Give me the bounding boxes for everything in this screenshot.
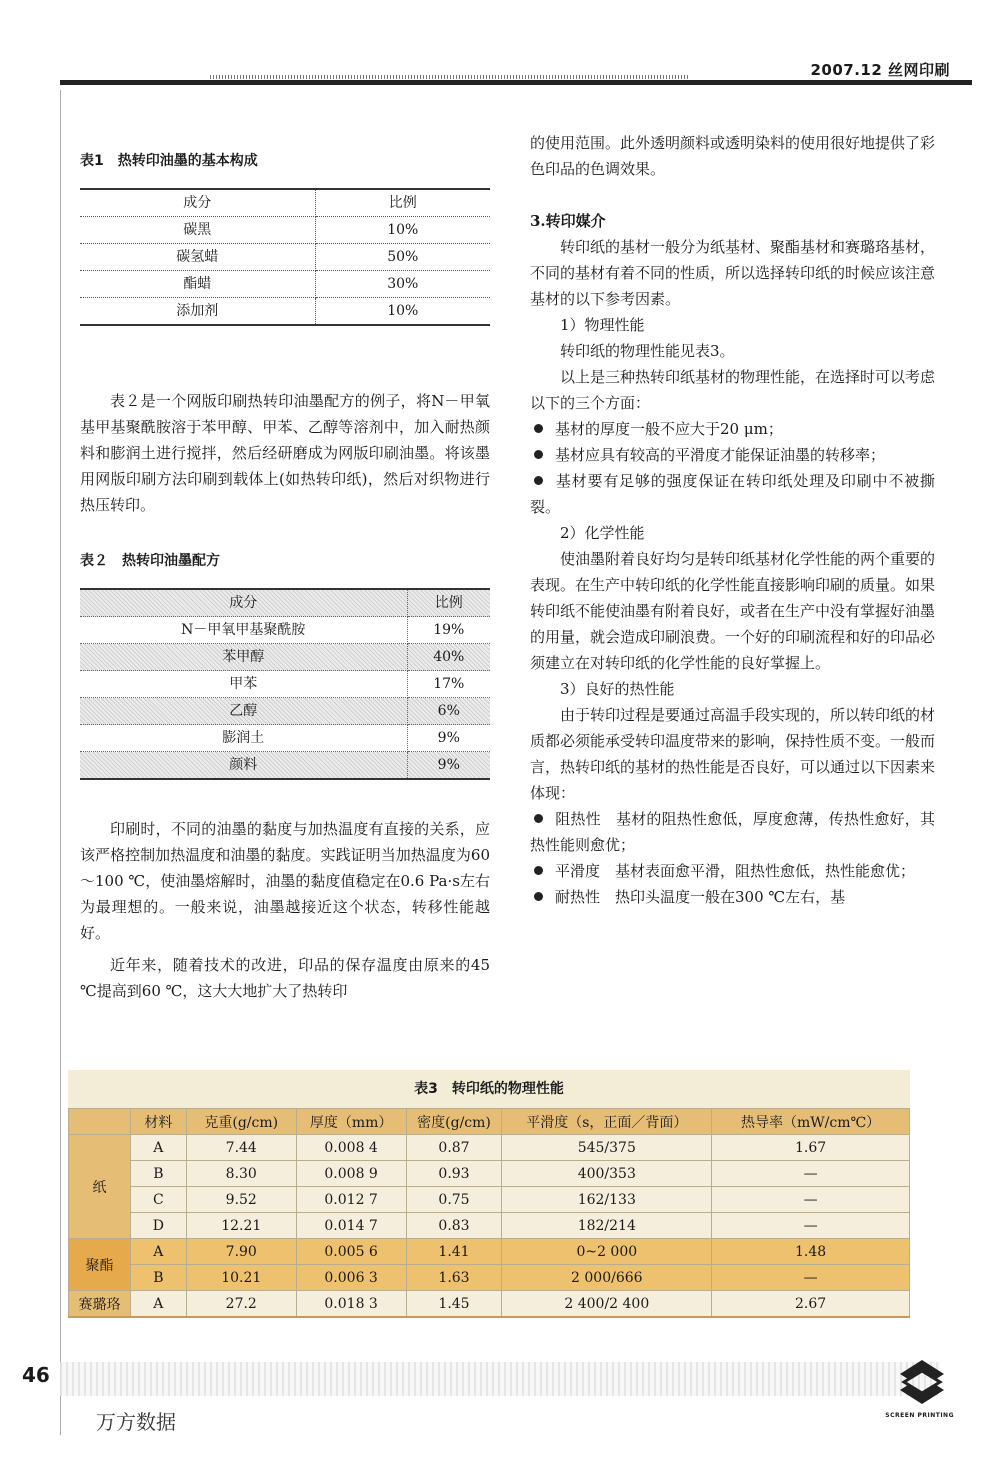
left-paragraph-3: 近年来，随着技术的改进，印品的保存温度由原来的45 ℃提高到60 ℃，这大大地扩大了热转印: [80, 956, 490, 1000]
table3-cell: —: [712, 1265, 910, 1291]
table2-row: [80, 617, 490, 644]
table1-row: [80, 244, 490, 271]
bullet-icon: [534, 892, 543, 901]
header-hatch-decoration: [210, 75, 690, 79]
table2-cell: 19%: [407, 617, 490, 644]
table1-cell: 10%: [315, 217, 490, 244]
header-date-title: 2007.12 丝网印刷: [810, 61, 950, 79]
bullet-item: [530, 442, 935, 468]
bullet-icon: [534, 814, 543, 823]
table3-cell: 9.52: [186, 1187, 296, 1213]
table3-cell: 0.018 3: [296, 1291, 406, 1317]
table3-cell: 0.014 7: [296, 1213, 406, 1239]
table3-cell: 2.67: [712, 1291, 910, 1317]
table3-cell: 2 000/666: [502, 1265, 712, 1291]
bullet-text: 基材要有足够的强度保证在转印纸处理及印刷中不被撕裂。: [530, 472, 935, 516]
table3-cell: 0.008 4: [296, 1135, 406, 1161]
table1-header-row: [80, 189, 490, 217]
right-paragraph-5: 使油墨附着良好均匀是转印纸基材化学性能的两个重要的表现。在生产中转印纸的化学性能直接影响印刷的质量。如果转印纸不能使油墨有附着良好，或者在生产中没有掌握好油墨的用量，就会造成印刷浪费。一个好的印刷流程和好的印品必须建立在对转印纸的化学性能的良好掌握上。: [530, 550, 936, 672]
table3-cell: 0.008 9: [296, 1161, 406, 1187]
table3-header-cell: [69, 1109, 131, 1135]
table1-title: 表1 热转印油墨的基本构成: [80, 153, 258, 169]
table3-header-cell: 热导率（mW/cm℃）: [712, 1109, 910, 1135]
table3-cell: 1.63: [406, 1265, 502, 1291]
table2-cell: 苯甲醇: [80, 644, 407, 671]
table3-cell: B: [130, 1161, 186, 1187]
bullet-icon: [534, 450, 543, 459]
table2-row: [80, 752, 490, 780]
table2: [80, 588, 490, 780]
table3-group-label: 纸: [69, 1135, 131, 1239]
subheading-physical: 1）物理性能: [560, 316, 645, 334]
table3-cell: D: [130, 1213, 186, 1239]
table2-cell: 膨润土: [80, 725, 407, 752]
table3-cell: 0.006 3: [296, 1265, 406, 1291]
table3-cell: —: [712, 1213, 910, 1239]
table2-header-cell: 成分: [80, 589, 407, 617]
table3-cell: 0.93: [406, 1161, 502, 1187]
table3-cell: 400/353: [502, 1161, 712, 1187]
page-number: 46: [22, 1363, 50, 1387]
margin-line: [60, 90, 61, 1435]
table3-cell: 0.012 7: [296, 1187, 406, 1213]
table1-cell: 50%: [315, 244, 490, 271]
table3-cell: 545/375: [502, 1135, 712, 1161]
table1-cell: 添加剂: [80, 298, 315, 326]
table3-cell: 162/133: [502, 1187, 712, 1213]
table2-cell: 乙醇: [80, 698, 407, 725]
table3-container: [68, 1070, 910, 1318]
bullet-item: [530, 858, 935, 884]
table2-cell: 颜料: [80, 752, 407, 780]
table1-cell: 碳黑: [80, 217, 315, 244]
section-heading-3: 3.转印媒介: [530, 212, 606, 230]
table3-cell: —: [712, 1187, 910, 1213]
table1-cell: 酯蜡: [80, 271, 315, 298]
bullet-icon: [534, 866, 543, 875]
bullet-text: 阻热性 基材的阻热性愈低，厚度愈薄，传热性愈好，其热性能则愈优；: [530, 810, 935, 854]
table1: [80, 188, 490, 326]
table3-cell: 10.21: [186, 1265, 296, 1291]
table3-header-cell: 厚度（mm）: [296, 1109, 406, 1135]
page-header: [0, 56, 1000, 90]
table1-cell: 碳氢蜡: [80, 244, 315, 271]
left-paragraph-2: 印刷时，不同的油墨的黏度与加热温度有直接的关系，应该严格控制加热温度和油墨的黏度。实践证明当加热温度为60～100 ℃，使油墨熔解时，油墨的黏度值稳定在0.6 Pa·s左右为最理想的。一般来说，油墨越接近这个状态，转移性能越好。: [80, 820, 490, 942]
table3-row: [69, 1213, 910, 1239]
table3-row: [69, 1135, 910, 1161]
table1-row: [80, 271, 490, 298]
bullet-item: [530, 806, 935, 858]
table3-header-cell: 材料: [130, 1109, 186, 1135]
table3: [68, 1108, 910, 1317]
table2-header-cell: 比例: [407, 589, 490, 617]
table1-header-cell: 成分: [80, 189, 315, 217]
table3-cell: A: [130, 1239, 186, 1265]
table3-row: [69, 1291, 910, 1317]
table3-header-cell: 密度(g/cm): [406, 1109, 502, 1135]
table2-cell: 6%: [407, 698, 490, 725]
table2-row: [80, 698, 490, 725]
table3-cell: 1.41: [406, 1239, 502, 1265]
bullet-text: 基材应具有较高的平滑度才能保证油墨的转移率；: [555, 446, 886, 464]
table3-group-label: 聚酯: [69, 1239, 131, 1291]
table2-header-row: [80, 589, 490, 617]
table3-bottom-rule: [68, 1316, 910, 1318]
table3-cell: 0.87: [406, 1135, 502, 1161]
bullet-item: [530, 884, 935, 910]
table2-row: [80, 725, 490, 752]
table1-header-cell: 比例: [315, 189, 490, 217]
table3-header-cell: 克重(g/cm): [186, 1109, 296, 1135]
table3-cell: 1.45: [406, 1291, 502, 1317]
table3-cell: 0.75: [406, 1187, 502, 1213]
table1-cell: 10%: [315, 298, 490, 326]
bullet-item: [530, 468, 935, 520]
table3-cell: A: [130, 1135, 186, 1161]
table2-row: [80, 671, 490, 698]
footer-band: [60, 1362, 940, 1396]
left-column: [80, 130, 490, 1004]
table3-cell: 7.44: [186, 1135, 296, 1161]
table2-row: [80, 644, 490, 671]
table2-cell: 40%: [407, 644, 490, 671]
right-column: [530, 130, 935, 910]
table3-header-cell: 平滑度（s，正面／背面）: [502, 1109, 712, 1135]
bullet-icon: [534, 424, 543, 433]
table3-cell: 182/214: [502, 1213, 712, 1239]
table2-cell: 17%: [407, 671, 490, 698]
table3-title: 表3 转印纸的物理性能: [414, 1081, 564, 1097]
table3-cell: 8.30: [186, 1161, 296, 1187]
table3-group-label: 赛璐珞: [69, 1291, 131, 1317]
logo-text: SCREEN PRINTING: [885, 1412, 954, 1419]
table3-row: [69, 1265, 910, 1291]
right-paragraph-3: 转印纸的物理性能见表3。: [560, 342, 735, 360]
table3-cell: 7.90: [186, 1239, 296, 1265]
bullet-icon: [534, 476, 543, 485]
table3-cell: 27.2: [186, 1291, 296, 1317]
table3-cell: 0~2 000: [502, 1239, 712, 1265]
table2-cell: 9%: [407, 752, 490, 780]
bullet-item: [530, 416, 935, 442]
subheading-thermal: 3）良好的热性能: [560, 680, 675, 698]
table2-cell: 9%: [407, 725, 490, 752]
table3-cell: A: [130, 1291, 186, 1317]
table3-cell: —: [712, 1161, 910, 1187]
subheading-chemical: 2）化学性能: [560, 524, 645, 542]
screen-printing-logo-icon: [892, 1352, 952, 1412]
right-paragraph-2: 转印纸的基材一般分为纸基材、聚酯基材和赛璐珞基材，不同的基材有着不同的性质，所以选择转印纸的时候应该注意基材的以下参考因素。: [530, 238, 936, 308]
table3-cell: 1.67: [712, 1135, 910, 1161]
table1-cell: 30%: [315, 271, 490, 298]
table3-cell: 0.83: [406, 1213, 502, 1239]
right-paragraph-4: 以上是三种热转印纸基材的物理性能，在选择时可以考虑以下的三个方面：: [530, 368, 936, 412]
bullet-text: 平滑度 基材表面愈平滑，阻热性愈低，热性能愈优；: [555, 862, 916, 880]
table3-cell: 12.21: [186, 1213, 296, 1239]
table3-row: [69, 1187, 910, 1213]
table1-row: [80, 217, 490, 244]
bullet-text: 耐热性 热印头温度一般在300 ℃左右，基: [555, 888, 846, 906]
table3-row: [69, 1161, 910, 1187]
table2-cell: N－甲氧甲基聚酰胺: [80, 617, 407, 644]
table3-cell: C: [130, 1187, 186, 1213]
table2-cell: 甲苯: [80, 671, 407, 698]
table3-header-row: [69, 1109, 910, 1135]
table3-cell: B: [130, 1265, 186, 1291]
right-paragraph-6: 由于转印过程是要通过高温手段实现的，所以转印纸的材质都必须能承受转印温度带来的影响，保持性质不变。一般而言，热转印纸的基材的热性能是否良好，可以通过以下因素来体现：: [530, 706, 936, 802]
table2-title: 表２ 热转印油墨配方: [80, 553, 220, 569]
table3-cell: 1.48: [712, 1239, 910, 1265]
table1-row: [80, 298, 490, 326]
source-watermark: 万方数据: [96, 1410, 176, 1434]
bullet-text: 基材的厚度一般不应大于20 μm；: [555, 420, 783, 438]
table3-cell: 2 400/2 400: [502, 1291, 712, 1317]
table3-cell: 0.005 6: [296, 1239, 406, 1265]
table3-row: [69, 1239, 910, 1265]
left-paragraph-1: 表２是一个网版印刷热转印油墨配方的例子，将N－甲氧基甲基聚酰胺溶于苯甲醇、甲苯、乙醇等溶剂中，加入耐热颜料和膨润土进行搅拌，然后经研磨成为网版印刷油墨。将该墨用网版印刷方法印刷到载体上(如热转印纸)，然后对织物进行热压转印。: [80, 392, 490, 514]
right-paragraph-1: 的使用范围。此外透明颜料或透明染料的使用很好地提供了彩色印品的色调效果。: [530, 134, 936, 178]
header-rule: [60, 80, 972, 85]
